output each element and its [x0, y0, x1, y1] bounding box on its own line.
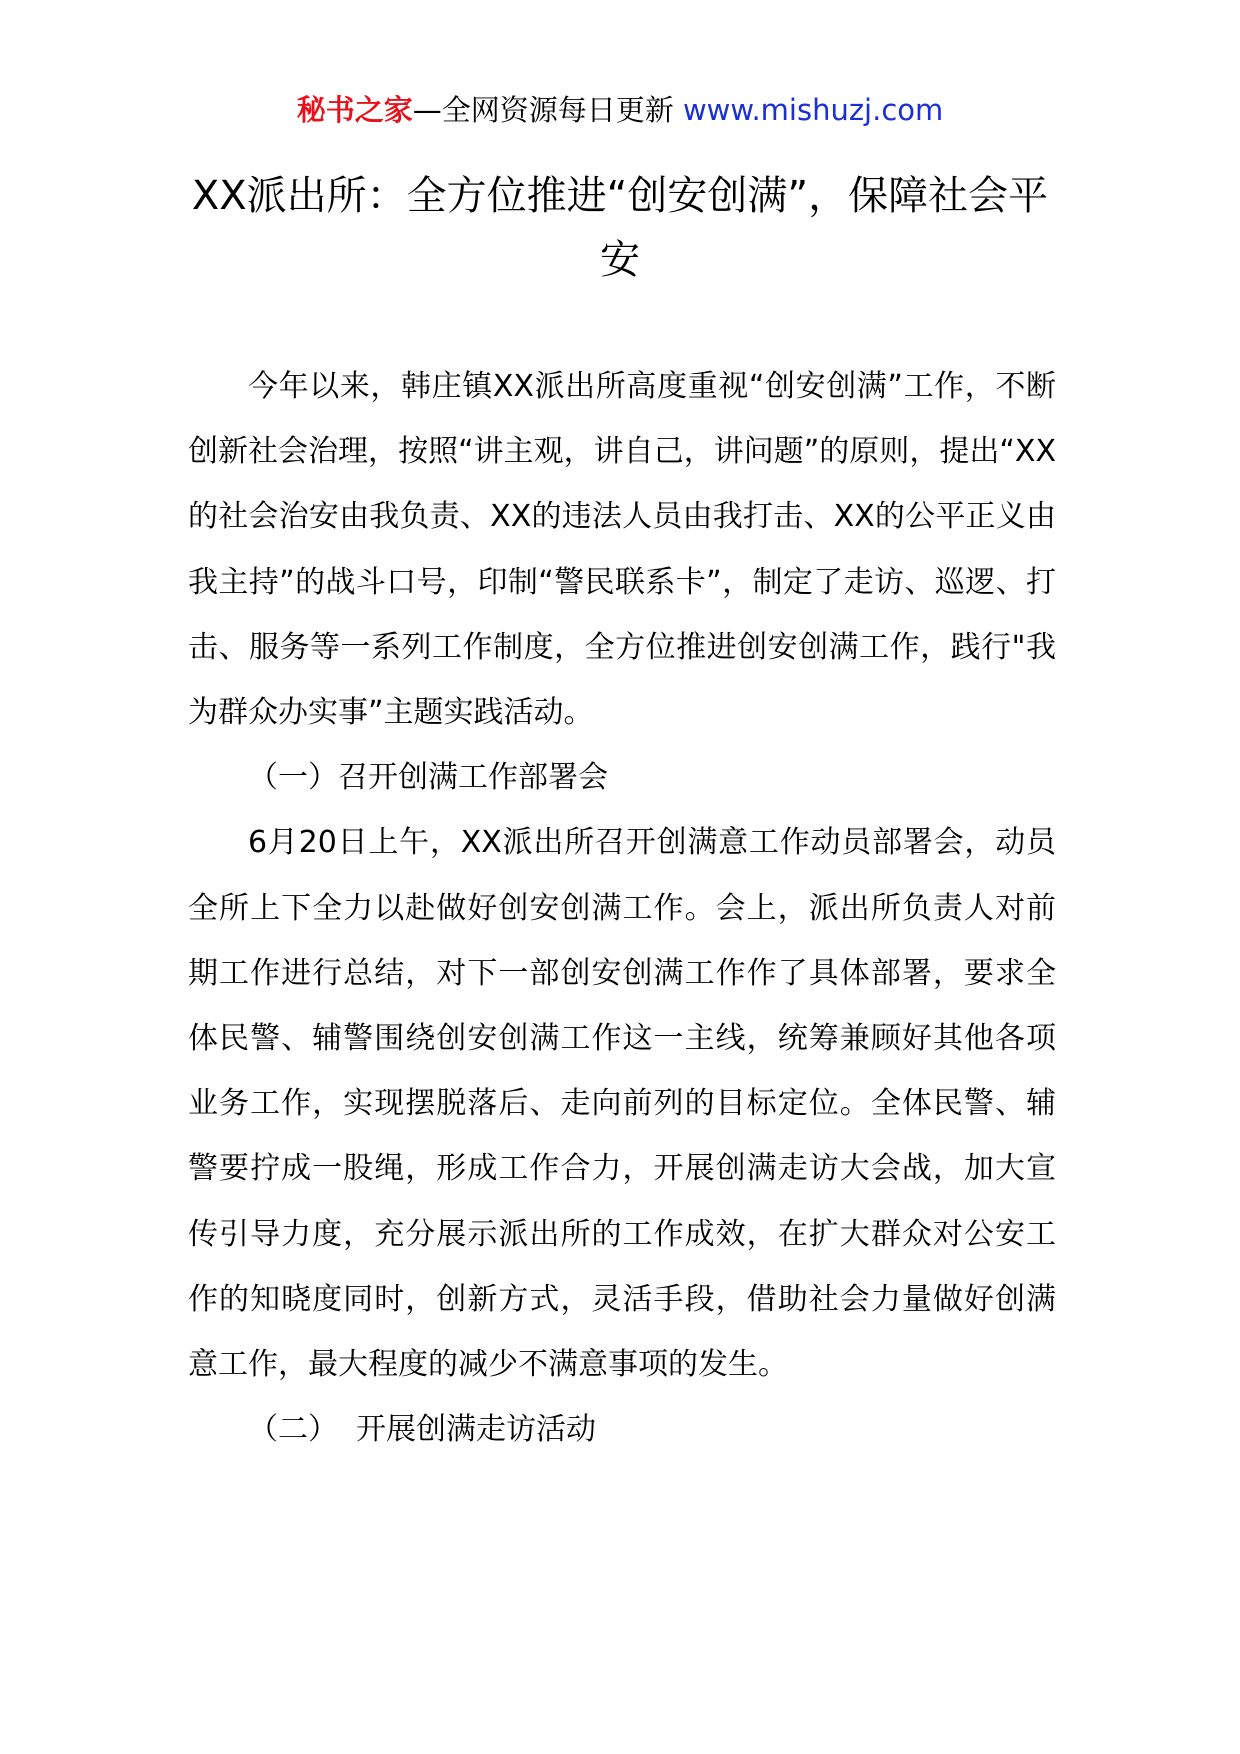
document-title: XX派出所：全方位推进“创安创满”，保障社会平安 — [191, 173, 1049, 283]
section-1-paragraph: 6月20日上午，XX派出所召开创满意工作动员部署会，动员全所上下全力以赴做好创安创满工作。会上，派出所负责人对前期工作进行总结，对下一部创安创满工作作了具体部署，要求全体民警、辅警围绕创安创满工作这一主线，统筹兼顾好其他各项业务工作，实现摆脱落后、走向前列的目标定位。全体民警、辅警要拧成一股绳，形成工作合力，开展创满走访大会战，加大宣传引导力度，充分展示派出所的工作成效，在扩大群众对公安工作的知晓度同时，创新方式，灵活手段，借助社会力量做好创满意工作，最大程度的减少不满意事项的发生。 — [188, 825, 1056, 1383]
site-watermark-header — [0, 92, 1240, 130]
section-number: （一） — [248, 760, 338, 796]
intro-paragraph: 今年以来，韩庄镇XX派出所高度重视“创安创满”工作，不断创新社会治理，按照“讲主观，讲自己，讲问题”的原则，提出“XX的社会治安由我负责、XX的违法人员由我打击、XX的公平正义由我主持”的战斗口号，印制“警民联系卡”，制定了走访、巡逻、打击、服务等一系列工作制度，全方位推进创安创满工作，践行"我为群众办实事”主题实践活动。 — [188, 369, 1056, 731]
document-body — [188, 354, 1056, 1462]
section-heading-1 — [188, 745, 1056, 810]
site-slogan: —全网资源每日更新 — [412, 93, 674, 127]
section-number: （二） — [248, 1412, 338, 1448]
section-heading-2 — [188, 1397, 1056, 1462]
site-url[interactable]: www.mishuzj.com — [682, 93, 944, 127]
site-brand: 秘书之家 — [296, 93, 413, 127]
section-label: 召开创满工作部署会 — [338, 760, 608, 796]
section-label: 开展创满走访活动 — [356, 1412, 596, 1448]
